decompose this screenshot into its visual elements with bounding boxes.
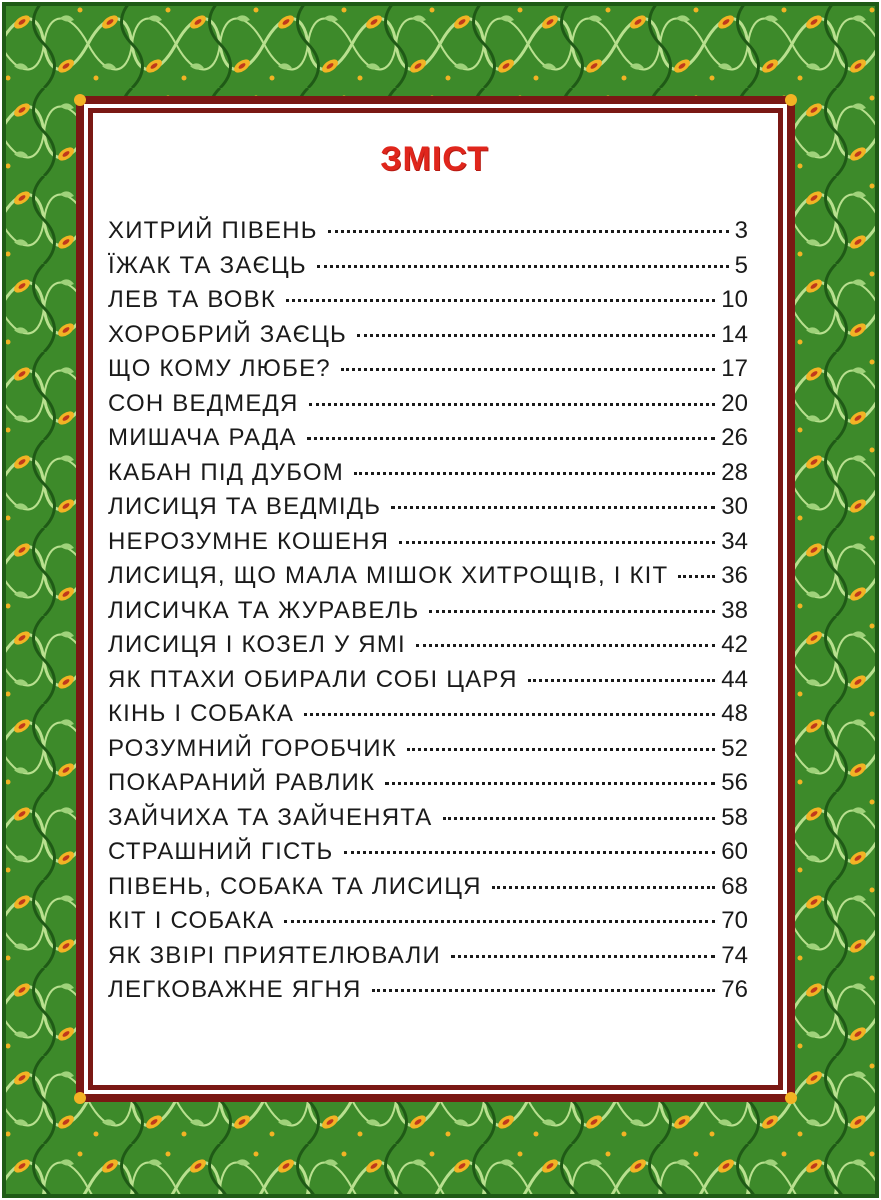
toc-entry-page: 56	[721, 769, 748, 796]
toc-entry-page: 34	[721, 527, 748, 555]
toc-entry[interactable]	[108, 666, 748, 701]
toc-entry-title: ХОРОБРИЙ ЗАЄЦЬ	[108, 320, 348, 348]
toc-entry[interactable]	[108, 424, 748, 459]
toc-entry-page: 38	[721, 596, 748, 624]
toc-entry-title: ХИТРИЙ ПІВЕНЬ	[108, 217, 318, 244]
toc-entry[interactable]	[108, 459, 748, 494]
toc-entry-page: 3	[734, 217, 748, 244]
toc-entry[interactable]	[108, 493, 748, 528]
toc-entry-title: НЕРОЗУМНЕ КОШЕНЯ	[108, 527, 390, 555]
toc-entry-title: ПОКАРАНИЙ РАВЛИК	[108, 769, 376, 796]
toc-entry-title: ЗАЙЧИХА ТА ЗАЙЧЕНЯТА	[108, 803, 433, 831]
toc-entry-title: РОЗУМНИЙ ГОРОБЧИК	[108, 734, 397, 762]
toc-entry[interactable]	[108, 838, 748, 873]
toc-entry-page: 5	[734, 251, 748, 279]
toc-entry[interactable]	[108, 390, 748, 425]
toc-entry-page: 44	[721, 665, 748, 693]
toc-entry-title: КІТ І СОБАКА	[108, 907, 275, 934]
toc-entry-page: 17	[721, 355, 748, 382]
toc-entry-title: ЯК ЗВІРІ ПРИЯТЕЛЮВАЛИ	[108, 941, 441, 969]
toc-entry-title: СТРАШНИЙ ГІСТЬ	[108, 838, 334, 865]
dot-leader	[344, 851, 716, 854]
dot-leader	[407, 748, 715, 751]
toc-entry-title: ЛИСИЧКА ТА ЖУРАВЕЛЬ	[108, 596, 420, 624]
toc-entry-title: ЛИСИЦЯ І КОЗЕЛ У ЯМІ	[108, 631, 406, 658]
dot-leader	[678, 575, 715, 578]
contents-page	[98, 118, 771, 1080]
dot-leader	[451, 955, 715, 958]
toc-entry-page: 26	[721, 424, 748, 451]
dot-leader	[317, 265, 729, 268]
toc-entry-title: ЛЕГКОВАЖНЕ ЯГНЯ	[108, 976, 362, 1003]
dot-leader	[443, 817, 716, 820]
toc-entry-title: ЇЖАК ТА ЗАЄЦЬ	[108, 251, 307, 279]
toc-entry[interactable]	[108, 286, 748, 321]
toc-entry-page: 58	[721, 803, 748, 831]
toc-entry[interactable]	[108, 528, 748, 563]
dot-leader	[284, 920, 715, 923]
dot-leader	[286, 299, 715, 302]
toc-entry-title: ЯК ПТАХИ ОБИРАЛИ СОБІ ЦАРЯ	[108, 665, 518, 693]
toc-entry-page: 48	[721, 700, 748, 727]
toc-entry[interactable]	[108, 217, 748, 252]
toc-entry-page: 20	[721, 389, 748, 417]
dot-leader	[416, 644, 715, 647]
dot-leader	[309, 403, 716, 406]
dot-leader	[528, 679, 716, 682]
toc-entry[interactable]	[108, 562, 748, 597]
toc-entry-title: ЛЕВ ТА ВОВК	[108, 286, 277, 313]
toc-entry-title: МИШАЧА РАДА	[108, 424, 297, 451]
toc-entry[interactable]	[108, 597, 748, 632]
toc-entry[interactable]	[108, 976, 748, 1011]
table-of-contents	[108, 217, 748, 1011]
toc-entry-title: КАБАН ПІД ДУБОМ	[108, 458, 344, 486]
toc-entry-page: 36	[721, 562, 748, 589]
dot-leader	[492, 886, 716, 889]
dot-leader	[341, 368, 715, 371]
toc-entry[interactable]	[108, 873, 748, 908]
dot-leader	[307, 437, 716, 440]
toc-entry-page: 30	[721, 493, 748, 520]
dot-leader	[385, 782, 715, 785]
toc-entry-title: КІНЬ І СОБАКА	[108, 700, 295, 727]
dot-leader	[429, 610, 715, 613]
page-title: ЗМІСТ	[380, 140, 489, 178]
dot-leader	[399, 541, 715, 544]
toc-entry-page: 52	[721, 734, 748, 762]
dot-leader	[304, 713, 715, 716]
toc-entry-page: 14	[721, 320, 748, 348]
toc-entry[interactable]	[108, 631, 748, 666]
toc-entry-title: ЩО КОМУ ЛЮБЕ?	[108, 355, 331, 382]
toc-entry-page: 60	[721, 838, 748, 865]
toc-entry[interactable]	[108, 700, 748, 735]
toc-entry-title: ЛИСИЦЯ ТА ВЕДМІДЬ	[108, 493, 382, 520]
toc-entry-page: 68	[721, 872, 748, 900]
toc-entry-title: ЛИСИЦЯ, ЩО МАЛА МІШОК ХИТРОЩІВ, І КІТ	[108, 562, 669, 589]
toc-entry-page: 70	[721, 907, 748, 934]
dot-leader	[357, 334, 715, 337]
toc-entry-page: 28	[721, 458, 748, 486]
toc-entry-page: 76	[721, 976, 748, 1003]
dot-leader	[391, 506, 715, 509]
toc-entry[interactable]	[108, 769, 748, 804]
toc-entry-page: 10	[721, 286, 748, 313]
dot-leader	[354, 472, 715, 475]
toc-entry[interactable]	[108, 942, 748, 977]
dot-leader	[328, 230, 729, 233]
toc-entry[interactable]	[108, 907, 748, 942]
toc-entry[interactable]	[108, 355, 748, 390]
toc-entry-title: ПІВЕНЬ, СОБАКА ТА ЛИСИЦЯ	[108, 872, 482, 900]
toc-entry[interactable]	[108, 735, 748, 770]
toc-entry-title: СОН ВЕДМЕДЯ	[108, 389, 299, 417]
toc-entry[interactable]	[108, 252, 748, 287]
toc-entry[interactable]	[108, 804, 748, 839]
dot-leader	[372, 989, 716, 992]
toc-entry-page: 74	[721, 941, 748, 969]
toc-entry[interactable]	[108, 321, 748, 356]
toc-entry-page: 42	[721, 631, 748, 658]
